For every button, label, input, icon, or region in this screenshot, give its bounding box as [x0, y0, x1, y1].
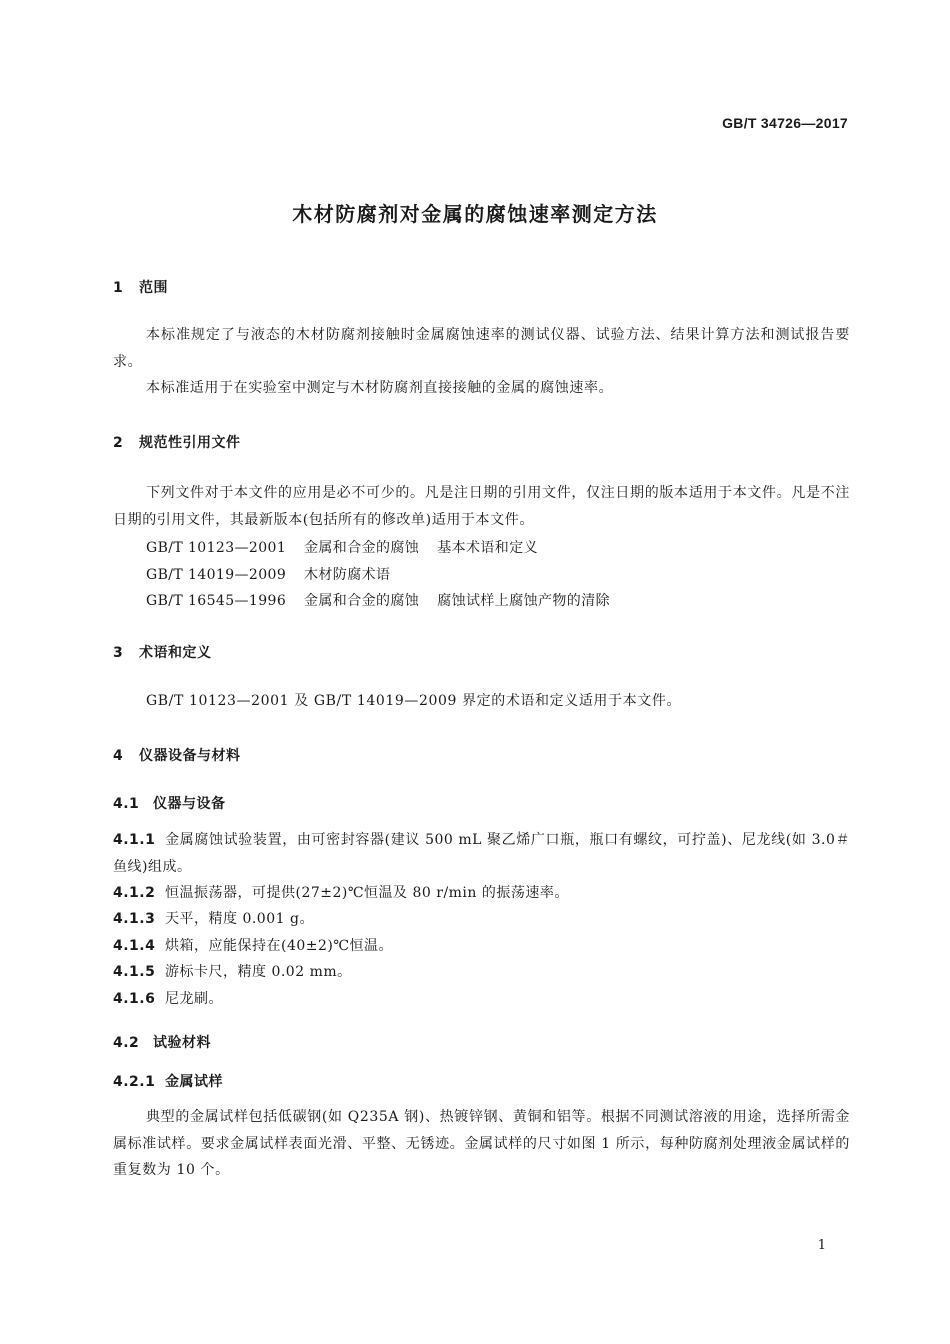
subsection-title: 试验材料	[153, 1035, 211, 1051]
section-title: 范围	[139, 280, 168, 296]
clause-text: 恒温振荡器，可提供(27±2)℃恒温及 80 r/min 的振荡速率。	[165, 885, 569, 901]
reference-code: GB/T 10123—2001	[146, 540, 287, 556]
clause-4-1-1	[113, 827, 850, 880]
clause-number: 4.1.2	[113, 885, 156, 901]
clause-4-1-5	[113, 959, 850, 986]
subsection-4-2-1-heading	[113, 1071, 223, 1091]
reference-item	[146, 537, 538, 557]
subsection-number: 4.2	[113, 1035, 140, 1051]
section-1-heading	[113, 277, 168, 297]
scope-paragraph-2: 本标准适用于在实验室中测定与木材防腐剂直接接触的金属的腐蚀速率。	[146, 380, 614, 396]
section-number: 2	[113, 435, 124, 451]
section-number: 3	[113, 645, 124, 661]
reference-subtitle: 腐蚀试样上腐蚀产物的清除	[437, 593, 611, 609]
metal-specimen-paragraph: 典型的金属试样包括低碳钢(如 Q235A 钢)、热镀锌钢、黄铜和铝等。根据不同测试溶液的用途，选择所需金属标准试样。要求金属试样表面光滑、平整、无锈迹。金属试样的尺寸如图 1 所示，每种防腐剂处理液金属试样的重复数为 10 个。	[113, 1109, 850, 1178]
reference-code: GB/T 14019—2009	[146, 567, 287, 583]
document-title: 木材防腐剂对金属的腐蚀速率测定方法	[292, 202, 658, 226]
clause-4-1-2	[113, 880, 850, 907]
clause-text: 金属腐蚀试验装置，由可密封容器(建议 500 mL 聚乙烯广口瓶，瓶口有螺纹，可拧盖)、尼龙线(如 3.0＃鱼线)组成。	[113, 832, 850, 875]
standard-code: GB/T 34726—2017	[722, 115, 848, 131]
section-4-heading	[113, 745, 241, 765]
reference-title: 金属和合金的腐蚀	[304, 540, 420, 556]
clause-number: 4.1.5	[113, 964, 156, 980]
reference-subtitle: 基本术语和定义	[437, 540, 539, 556]
clause-text: 尼龙刷。	[165, 991, 223, 1007]
subsection-4-1-heading	[113, 793, 226, 813]
section-number: 4	[113, 748, 124, 764]
section-title: 规范性引用文件	[139, 435, 241, 451]
reference-title: 金属和合金的腐蚀	[304, 593, 420, 609]
clause-4-1-6	[113, 986, 850, 1013]
clause-text: 烘箱，应能保持在(40±2)℃恒温。	[165, 938, 394, 954]
section-3-heading	[113, 642, 212, 662]
scope-paragraph-1: 本标准规定了与液态的木材防腐剂接触时金属腐蚀速率的测试仪器、试验方法、结果计算方法和测试报告要求。	[113, 327, 850, 370]
clause-number: 4.1.3	[113, 911, 156, 927]
section-title: 仪器设备与材料	[139, 748, 241, 764]
clause-text: 天平，精度 0.001 g。	[165, 911, 314, 927]
reference-title: 木材防腐术语	[304, 567, 391, 583]
section-number: 1	[113, 280, 124, 296]
reference-code: GB/T 16545—1996	[146, 593, 287, 609]
reference-item	[146, 590, 610, 610]
clause-number: 4.1.6	[113, 991, 156, 1007]
clause-number: 4.1.4	[113, 938, 156, 954]
subsection-title: 仪器与设备	[153, 796, 226, 812]
subsection-number: 4.2.1	[113, 1074, 156, 1090]
clause-number: 4.1.1	[113, 832, 156, 848]
subsection-title: 金属试样	[165, 1074, 223, 1090]
reference-item	[146, 564, 390, 584]
clause-4-1-4	[113, 933, 850, 960]
page-number: 1	[817, 1238, 826, 1253]
subsection-4-2-heading	[113, 1032, 211, 1052]
references-intro-paragraph: 下列文件对于本文件的应用是必不可少的。凡是注日期的引用文件，仅注日期的版本适用于本文件。凡是不注日期的引用文件，其最新版本(包括所有的修改单)适用于本文件。	[113, 485, 850, 528]
section-2-heading	[113, 432, 241, 452]
section-title: 术语和定义	[139, 645, 212, 661]
clause-text: 游标卡尺，精度 0.02 mm。	[165, 964, 352, 980]
terms-paragraph: GB/T 10123—2001 及 GB/T 14019—2009 界定的术语和定义适用于本文件。	[146, 693, 682, 709]
clause-4-1-3	[113, 906, 850, 933]
subsection-number: 4.1	[113, 796, 140, 812]
